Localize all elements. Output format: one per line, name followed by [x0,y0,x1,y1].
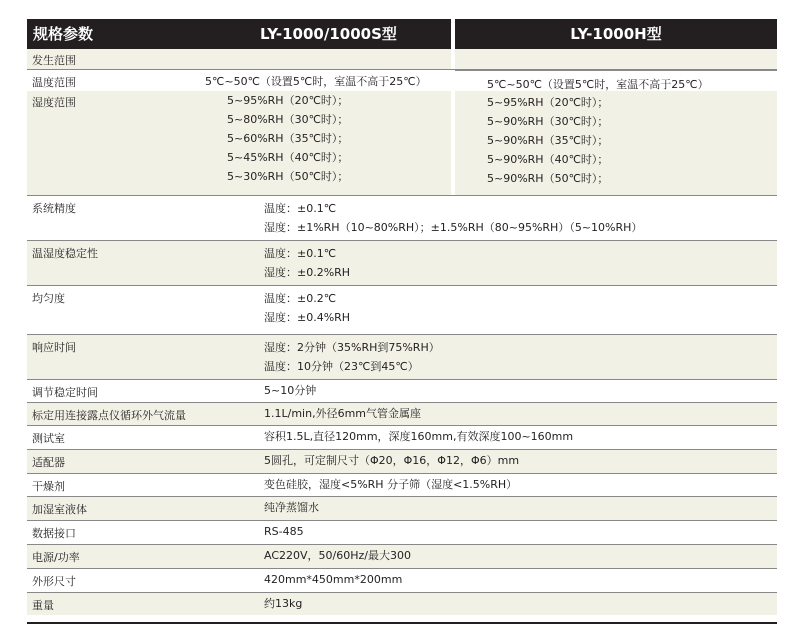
row-hum-range [27,91,777,196]
adapter-value: 5圆孔，可定制尺寸（Φ20，Φ16，Φ12，Φ6）mm [264,454,520,467]
temp-range-b: 5℃~50℃（设置5℃时，室温不高于25℃） [487,78,709,91]
row-size [27,569,777,593]
row-label: 标定用连接露点仪循环外气流量 [32,409,186,422]
row-label: 系统精度 [32,202,76,215]
header-cell-b [455,19,777,49]
table-header [27,19,777,49]
size-value: 420mm*450mm*200mm [264,573,403,586]
row-label: 温度范围 [32,76,76,89]
row-label: 湿度范围 [32,96,76,109]
temp-range-a: 5℃~50℃（设置5℃时，室温不高于25℃） [205,75,427,88]
row-uniformity [27,286,777,335]
row-response [27,335,777,380]
row-weight [27,593,777,615]
hum-b-line: 5~90%RH（40℃时）； [487,153,609,166]
row-label: 发生范围 [32,54,76,67]
accuracy-hum: 湿度：±1%RH（10~80%RH）；±1.5%RH（80~95%RH）（5~10%RH） [264,221,643,234]
hum-range-a [227,91,348,186]
chamber-value: 容积1.5L,直径120mm，深度160mm,有效深度100~160mm [264,430,574,443]
hum-range-b [487,93,608,188]
row-label: 重量 [32,599,54,612]
hum-b-line: 5~90%RH（30℃时）； [487,115,609,128]
hum-a-line: 5~30%RH（50℃时）； [227,170,349,183]
stability-temp: 温度：±0.1℃ [264,247,337,260]
hum-a-line: 5~95%RH（20℃时）； [227,94,349,107]
row-flow [27,403,777,426]
hum-b-line: 5~90%RH（35℃时）； [487,134,609,147]
row-accuracy [27,196,777,241]
accuracy-temp: 温度：±0.1℃ [264,202,337,215]
row-temp-range [27,70,777,91]
row-label: 外形尺寸 [32,575,76,588]
header-model-a: LY-1000/1000S型 [260,25,397,43]
row-label: 数据接口 [32,527,76,540]
row-stability [27,241,777,286]
row-interface [27,521,777,545]
row-settle [27,380,777,403]
uniformity-temp: 温度：±0.2℃ [264,292,337,305]
response-temp: 温度：10分钟（23℃到45℃） [264,360,419,373]
row-liquid [27,497,777,521]
row-adapter [27,450,777,474]
power-value: AC220V，50/60Hz/最大300 [264,549,411,562]
row-label: 响应时间 [32,341,76,354]
hum-a-line: 5~45%RH（40℃时）； [227,151,349,164]
row-desiccant [27,474,777,497]
spec-table [27,19,777,615]
response-hum: 湿度：2分钟（35%RH到75%RH） [264,341,440,354]
hum-b-line: 5~95%RH（20℃时）； [487,96,609,109]
header-model-b: LY-1000H型 [570,25,662,43]
row-label: 调节稳定时间 [32,386,98,399]
hum-a-line: 5~80%RH（30℃时）； [227,113,349,126]
row-label: 适配器 [32,456,65,469]
header-param: 规格参数 [33,25,94,43]
row-label: 电源/功率 [32,551,80,564]
row-label: 均匀度 [32,292,65,305]
settle-value: 5~10分钟 [264,384,317,397]
row-chamber [27,426,777,450]
desiccant-value: 变色硅胶，湿度<5%RH 分子筛（湿度<1.5%RH） [264,478,518,491]
table-bottom-rule [27,622,777,624]
stability-hum: 湿度：±0.2%RH [264,266,351,279]
row-label: 温湿度稳定性 [32,247,98,260]
interface-value: RS-485 [264,525,304,538]
uniformity-hum: 湿度：±0.4%RH [264,311,351,324]
row-gen-range [27,49,777,70]
weight-value: 约13kg [264,597,303,610]
header-cell-a [27,19,451,49]
row-power [27,545,777,569]
hum-a-line: 5~60%RH（35℃时）； [227,132,349,145]
row-label: 干燥剂 [32,480,65,493]
row-label: 测试室 [32,432,65,445]
row-label: 加湿室液体 [32,503,87,516]
hum-b-line: 5~90%RH（50℃时）； [487,172,609,185]
liquid-value: 纯净蒸馏水 [264,501,319,514]
flow-value: 1.1L/min,外径6mm气管金属座 [264,407,421,420]
